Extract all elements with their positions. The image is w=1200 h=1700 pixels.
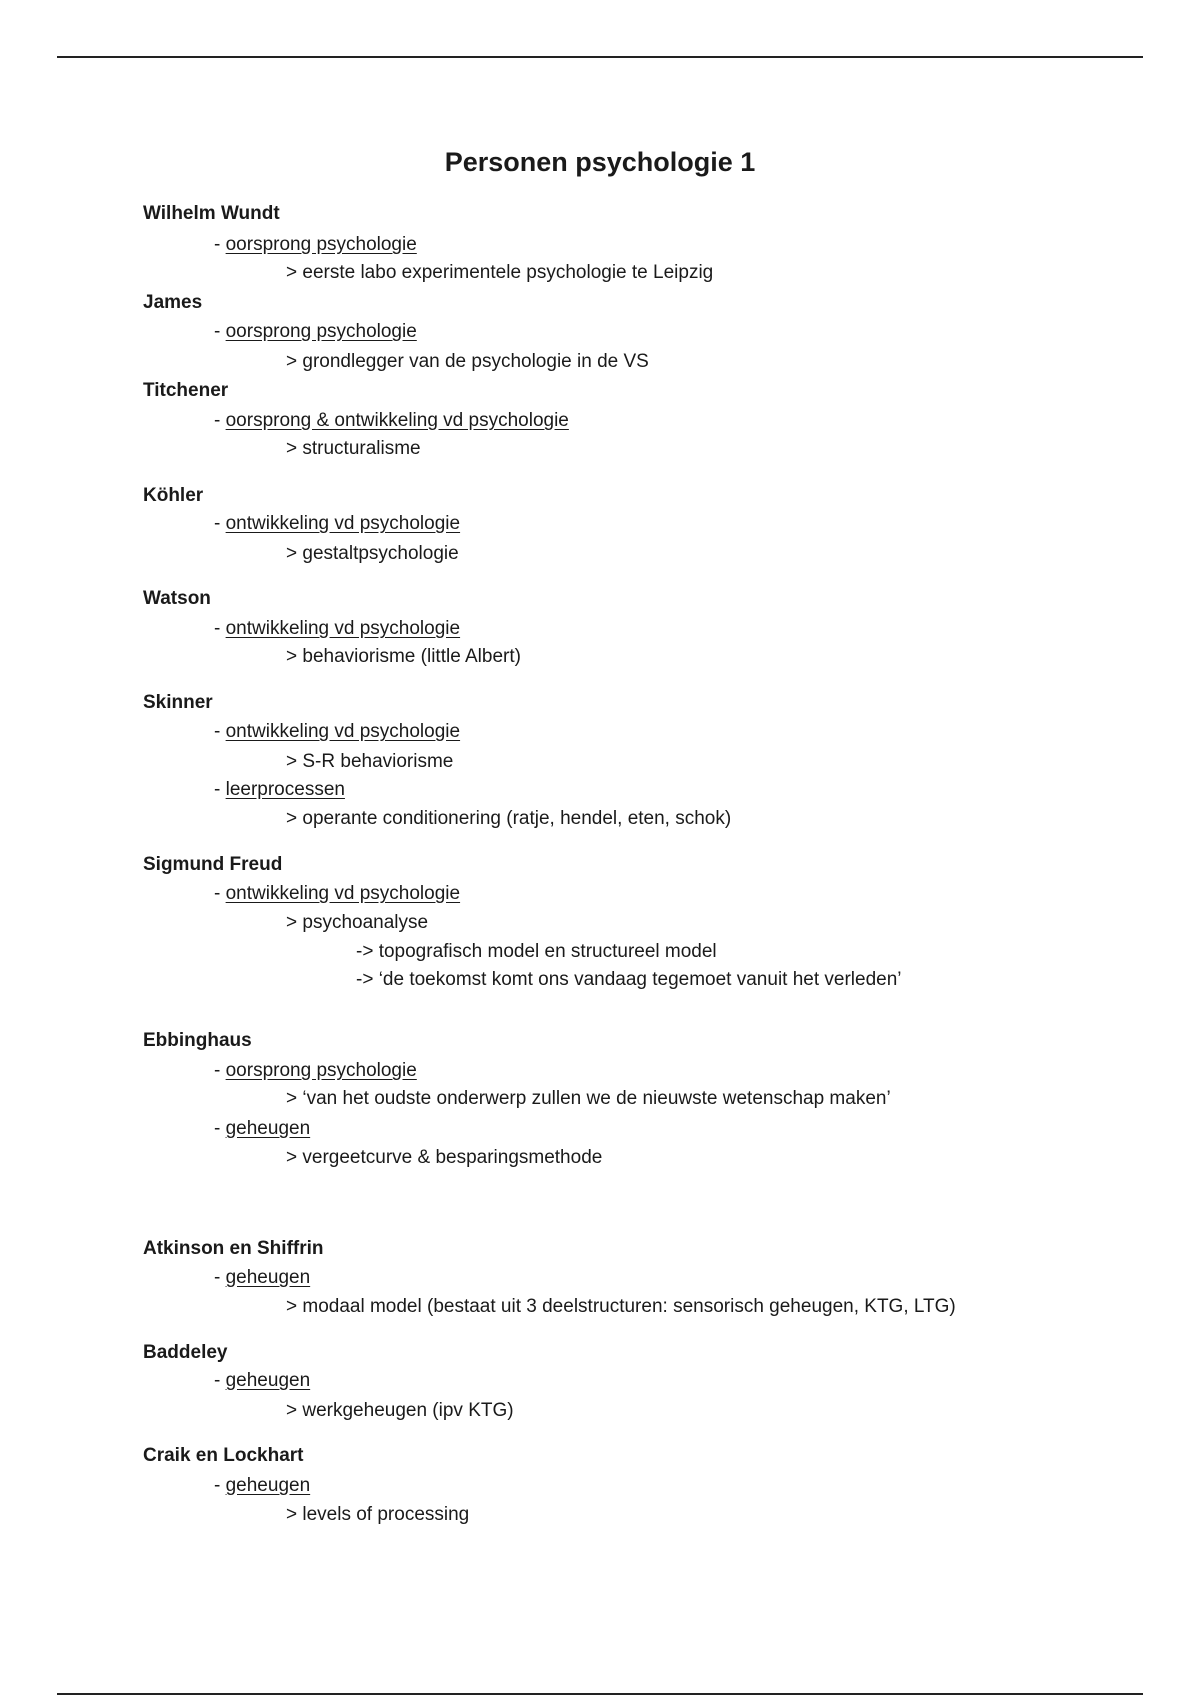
person-detail: > psychoanalyse xyxy=(286,912,429,933)
topic-dash: - xyxy=(214,513,226,534)
person-topic xyxy=(214,777,345,803)
person-detail: > vergeetcurve & besparingsmethode xyxy=(286,1147,603,1168)
topic-dash: - xyxy=(214,618,226,639)
topic-dash: - xyxy=(214,883,226,904)
person-topic xyxy=(214,1265,310,1291)
person-topic xyxy=(214,719,460,745)
topic-dash: - xyxy=(214,1118,226,1139)
header-rule xyxy=(57,56,1143,58)
person-name-ebbinghaus: Ebbinghaus xyxy=(143,1030,252,1051)
person-detail: > operante conditionering (ratje, hendel, eten, schok) xyxy=(286,808,732,829)
person-name-freud: Sigmund Freud xyxy=(143,854,283,875)
person-topic xyxy=(214,232,417,258)
topic-text: geheugen xyxy=(225,1267,311,1288)
topic-dash: - xyxy=(214,1060,226,1081)
footer-rule xyxy=(57,1693,1143,1695)
page-title: Personen psychologie 1 xyxy=(444,147,756,177)
topic-text: oorsprong & ontwikkeling vd psychologie xyxy=(225,410,569,431)
person-topic xyxy=(214,616,460,642)
person-name-james: James xyxy=(143,292,203,313)
topic-text: geheugen xyxy=(225,1475,311,1496)
person-topic xyxy=(214,881,460,907)
person-topic xyxy=(214,1473,310,1499)
topic-dash: - xyxy=(214,1475,226,1496)
person-detail: > grondlegger van de psychologie in de VS xyxy=(286,351,649,372)
person-detail: > modaal model (bestaat uit 3 deelstructuren: sensorisch geheugen, KTG, LTG) xyxy=(286,1296,956,1317)
person-name-kohler: Köhler xyxy=(143,485,204,506)
topic-text: ontwikkeling vd psychologie xyxy=(225,618,461,639)
topic-text: ontwikkeling vd psychologie xyxy=(225,883,461,904)
person-topic xyxy=(214,1368,310,1394)
person-topic xyxy=(214,1058,417,1084)
topic-text: oorsprong psychologie xyxy=(225,321,417,342)
person-subdetail: -> topografisch model en structureel model xyxy=(356,941,717,962)
topic-dash: - xyxy=(214,721,226,742)
topic-text: ontwikkeling vd psychologie xyxy=(225,721,461,742)
topic-text: geheugen xyxy=(225,1118,311,1139)
person-topic xyxy=(214,511,460,537)
topic-text: oorsprong psychologie xyxy=(225,1060,417,1081)
person-subdetail: -> ‘de toekomst komt ons vandaag tegemoet vanuit het verleden’ xyxy=(356,969,902,990)
person-detail: > gestaltpsychologie xyxy=(286,543,459,564)
person-detail: > S-R behaviorisme xyxy=(286,751,454,772)
person-detail: > werkgeheugen (ipv KTG) xyxy=(286,1400,514,1421)
person-name-titchener: Titchener xyxy=(143,380,229,401)
topic-dash: - xyxy=(214,779,226,800)
topic-text: geheugen xyxy=(225,1370,311,1391)
person-name-wundt: Wilhelm Wundt xyxy=(143,203,280,224)
topic-dash: - xyxy=(214,1267,226,1288)
person-name-atkinson-shiffrin: Atkinson en Shiffrin xyxy=(143,1238,324,1259)
topic-dash: - xyxy=(214,1370,226,1391)
person-name-craik-lockhart: Craik en Lockhart xyxy=(143,1445,304,1466)
topic-dash: - xyxy=(214,410,226,431)
person-name-baddeley: Baddeley xyxy=(143,1342,228,1363)
topic-dash: - xyxy=(214,321,226,342)
person-name-watson: Watson xyxy=(143,588,211,609)
topic-text: leerprocessen xyxy=(225,779,345,800)
topic-text: ontwikkeling vd psychologie xyxy=(225,513,461,534)
person-topic xyxy=(214,319,417,345)
person-topic xyxy=(214,408,569,434)
person-detail: > structuralisme xyxy=(286,438,421,459)
person-detail: > levels of processing xyxy=(286,1504,470,1525)
person-topic xyxy=(214,1116,310,1142)
topic-dash: - xyxy=(214,234,226,255)
topic-text: oorsprong psychologie xyxy=(225,234,417,255)
person-name-skinner: Skinner xyxy=(143,692,213,713)
person-detail: > eerste labo experimentele psychologie te Leipzig xyxy=(286,262,714,283)
person-detail: > ‘van het oudste onderwerp zullen we de nieuwste wetenschap maken’ xyxy=(286,1088,891,1109)
person-detail: > behaviorisme (little Albert) xyxy=(286,646,521,667)
